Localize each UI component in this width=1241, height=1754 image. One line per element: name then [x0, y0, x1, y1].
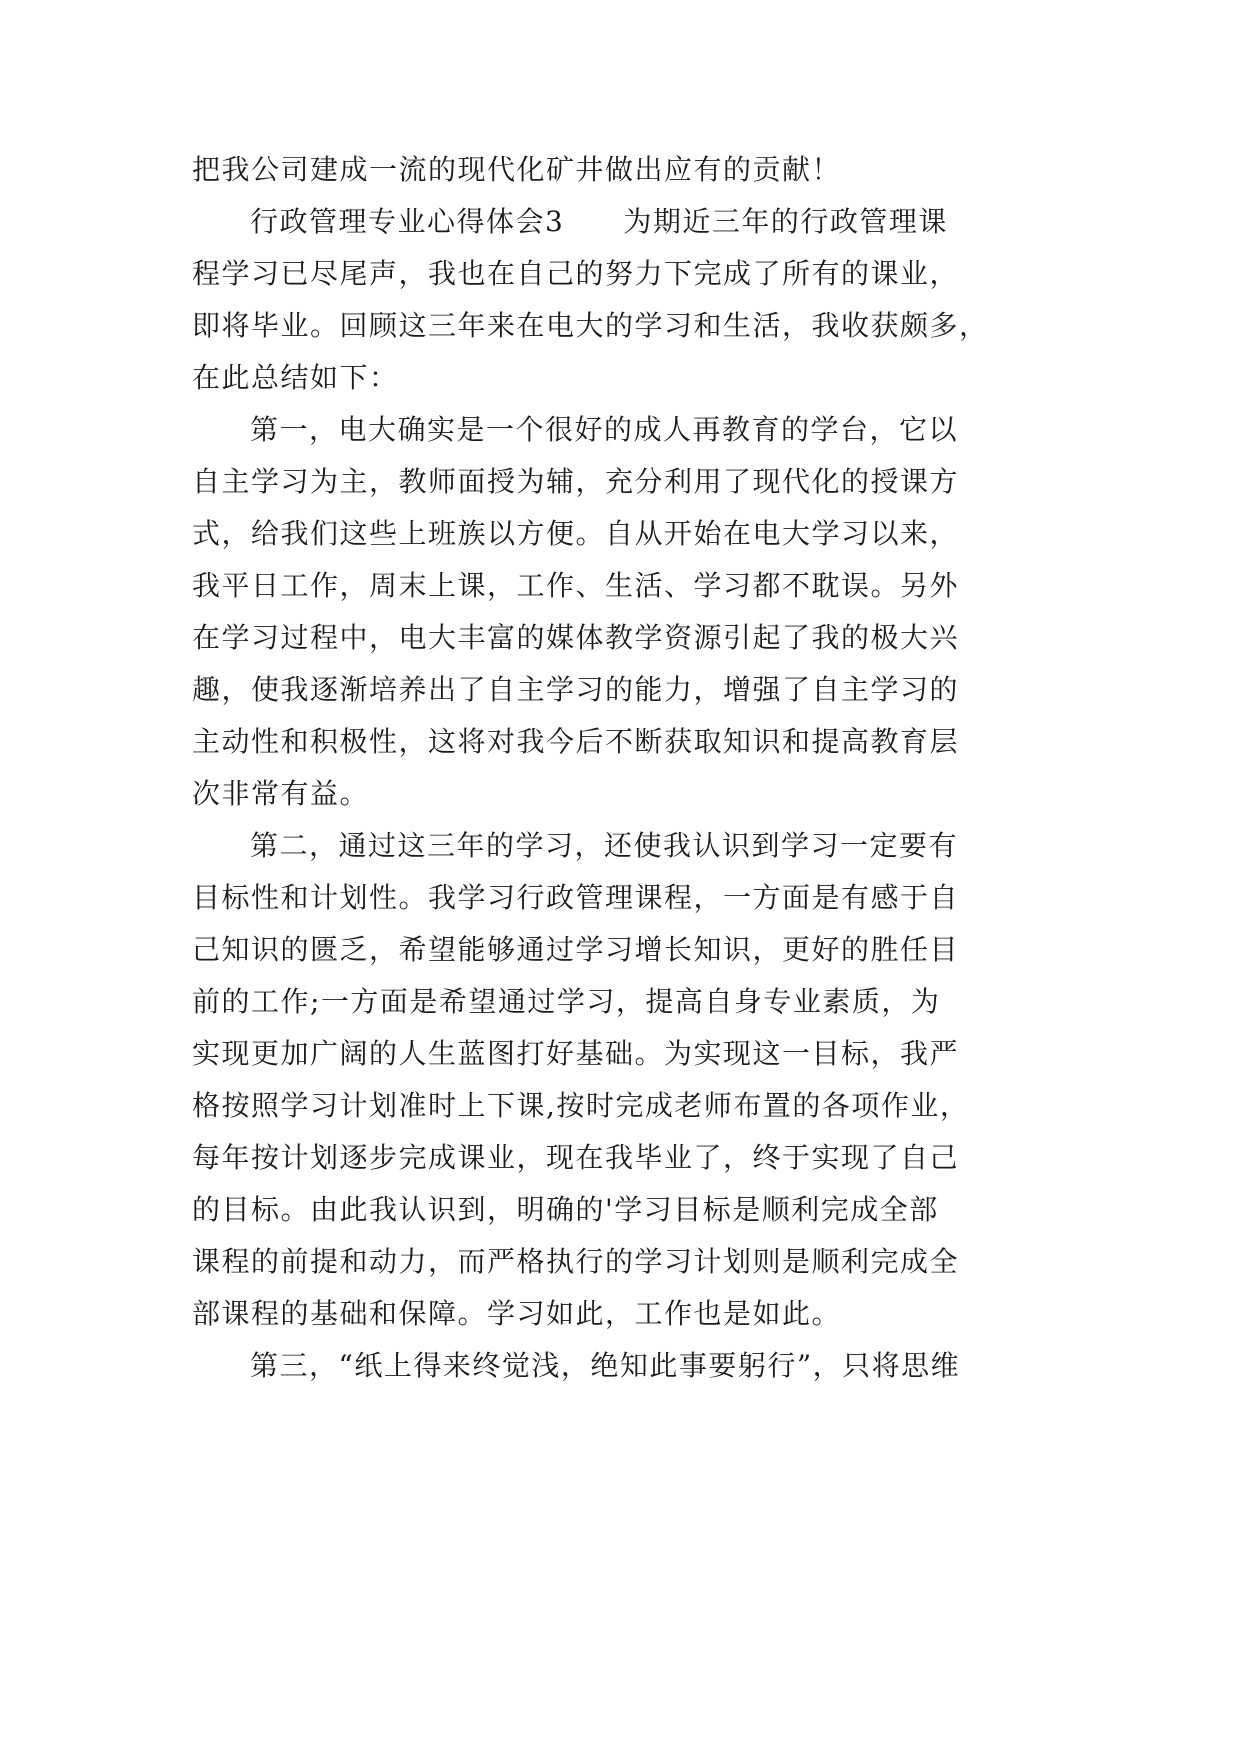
- text-line: 己知识的匮乏，希望能够通过学习增长知识，更好的胜任目: [192, 933, 960, 966]
- text-line: 趣，使我逐渐培养出了自主学习的能力，增强了自主学习的: [192, 673, 960, 706]
- text-line: 在学习过程中，电大丰富的媒体教学资源引起了我的极大兴: [192, 621, 960, 654]
- text-line: 第一，电大确实是一个很好的成人再教育的学台，它以: [250, 413, 959, 446]
- text-line: 自主学习为主，教师面授为辅，充分利用了现代化的授课方: [192, 465, 960, 498]
- text-line: 的目标。由此我认识到，明确的'学习目标是顺利完成全部: [192, 1193, 939, 1226]
- text-line: 目标性和计划性。我学习行政管理课程，一方面是有感于自: [192, 881, 960, 914]
- text-line: 式，给我们这些上班族以方便。自从开始在电大学习以来，: [192, 517, 960, 550]
- text-line: 部课程的基础和保障。学习如此，工作也是如此。: [192, 1297, 842, 1330]
- text-line: 课程的前提和动力，而严格执行的学习计划则是顺利完成全: [192, 1245, 960, 1278]
- text-line: 在此总结如下：: [192, 361, 399, 394]
- text-line: 格按照学习计划准时上下课,按时完成老师布置的各项作业，: [192, 1089, 970, 1122]
- text-line: 第二，通过这三年的学习，还使我认识到学习一定要有: [250, 829, 959, 862]
- text-line: 实现更加广阔的人生蓝图打好基础。为实现这一目标，我严: [192, 1037, 960, 1070]
- text-line: 次非常有益。: [192, 777, 370, 810]
- text-line: 把我公司建成一流的现代化矿井做出应有的贡献！: [192, 153, 842, 186]
- text-line: 第三，“纸上得来终觉浅，绝知此事要躬行”，只将思维: [250, 1349, 961, 1382]
- text-line: 行政管理专业心得体会3 为期近三年的行政管理课: [250, 205, 948, 238]
- text-line: 每年按计划逐步完成课业，现在我毕业了，终于实现了自己: [192, 1141, 960, 1174]
- text-line: 前的工作;一方面是希望通过学习，提高自身专业素质，为: [192, 985, 941, 1018]
- text-line: 我平日工作，周末上课，工作、生活、学习都不耽误。另外: [192, 569, 960, 602]
- text-line: 即将毕业。回顾这三年来在电大的学习和生活，我收获颇多，: [192, 309, 989, 342]
- text-line: 主动性和积极性，这将对我今后不断获取知识和提高教育层: [192, 725, 960, 758]
- text-line: 程学习已尽尾声，我也在自己的努力下完成了所有的课业，: [192, 257, 960, 290]
